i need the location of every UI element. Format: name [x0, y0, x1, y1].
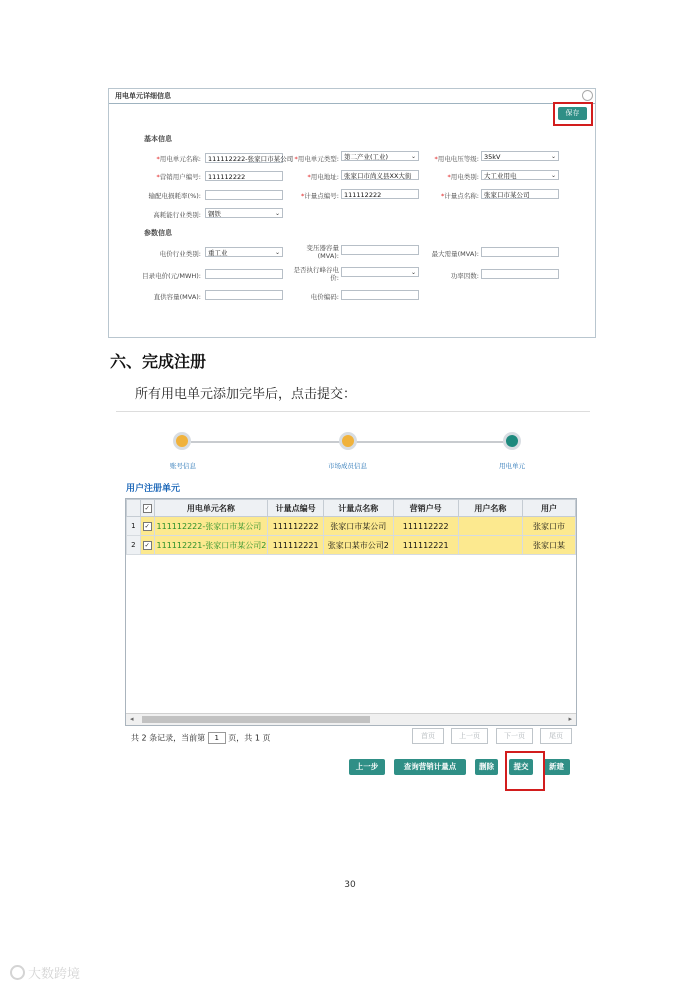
- cell-account: 111112222: [393, 517, 458, 536]
- param-info-heading: 参数信息: [144, 229, 172, 237]
- voltage-select[interactable]: 35kV ⌄: [481, 151, 559, 161]
- query-points-button[interactable]: 查询营销计量点: [394, 759, 466, 775]
- point-name-field[interactable]: 张家口市某公司: [481, 189, 559, 199]
- category-select[interactable]: 大工业用电 ⌄: [481, 170, 559, 180]
- transformer-label: 变压器容量(MVA):: [306, 244, 339, 260]
- step-dot-unit: [503, 432, 521, 450]
- prev-step-button[interactable]: 上一步: [349, 759, 385, 775]
- pager-suffix: 页，共 1 页: [228, 733, 271, 743]
- catalog-price-field[interactable]: [205, 269, 283, 279]
- required-mark: *: [441, 192, 445, 200]
- row-checkbox[interactable]: [140, 517, 154, 536]
- submit-highlight-box: [505, 751, 545, 791]
- row-number-header: [127, 500, 141, 517]
- peak-valley-label: 是否执行峰谷电价:: [293, 266, 339, 282]
- step-label-unit: 用电单元: [499, 462, 525, 470]
- table-row[interactable]: [127, 517, 576, 536]
- col-unit-name[interactable]: 用电单元名称: [154, 500, 268, 517]
- price-industry-label: 电价行业类别:: [159, 250, 201, 258]
- point-no-label: *计量点编号:: [301, 192, 339, 200]
- page-number: 30: [344, 880, 356, 890]
- catalog-price-label: 目录电价(元/MWH):: [142, 272, 201, 280]
- loss-field[interactable]: [205, 190, 283, 200]
- required-mark: *: [301, 192, 305, 200]
- col-point-no[interactable]: 计量点编号: [268, 500, 324, 517]
- point-no-field[interactable]: 111112222: [341, 189, 419, 199]
- account-label: *营销用户编号:: [156, 173, 201, 181]
- cell-point-no: 111112221: [268, 536, 324, 555]
- max-demand-field[interactable]: [481, 247, 559, 257]
- direct-cap-field[interactable]: [205, 290, 283, 300]
- cell-unit-name[interactable]: 111112222-张家口市某公司: [154, 517, 268, 536]
- watermark: 大数跨境: [10, 963, 80, 982]
- cell-user: 张家口市: [522, 517, 575, 536]
- watermark-logo-icon: [10, 965, 25, 980]
- chevron-down-icon: ⌄: [410, 269, 416, 276]
- col-account[interactable]: 营销户号: [393, 500, 458, 517]
- voltage-label: *用电电压等级:: [434, 155, 479, 163]
- col-user[interactable]: 用户: [522, 500, 575, 517]
- grid-header-row: [127, 500, 576, 517]
- scroll-left-icon[interactable]: ◂: [130, 715, 134, 723]
- cell-user-name: [458, 517, 522, 536]
- address-label: *用电地址:: [307, 173, 339, 181]
- last-page-button[interactable]: 尾页: [540, 728, 572, 744]
- energy-label: 高耗能行业类别:: [153, 211, 201, 219]
- peak-valley-select[interactable]: [341, 267, 419, 277]
- required-mark: *: [156, 173, 160, 181]
- select-all-checkbox[interactable]: [140, 500, 154, 517]
- checkbox-checked-icon: ✓: [144, 505, 150, 512]
- required-mark: *: [447, 173, 451, 181]
- detail-title: 用电单元详细信息: [115, 92, 171, 100]
- scrollbar-thumb[interactable]: [142, 716, 370, 723]
- cell-account: 111112221: [393, 536, 458, 555]
- point-name-label: *计量点名称:: [441, 192, 479, 200]
- max-demand-label: 最大需量(MVA):: [431, 250, 479, 258]
- cell-point-name: 张家口某市公司2: [323, 536, 393, 555]
- instruction-text: 所有用电单元添加完毕后，点击提交：: [135, 387, 357, 402]
- cell-point-no: 111112222: [268, 517, 324, 536]
- chevron-down-icon: ⌄: [550, 153, 556, 160]
- create-button[interactable]: 新建: [543, 759, 570, 775]
- required-mark: *: [156, 155, 160, 163]
- step-dot-account: [173, 432, 191, 450]
- submit-button[interactable]: 提交: [509, 759, 533, 775]
- cell-unit-name[interactable]: 111112221-张家口市某公司2: [154, 536, 268, 555]
- checkbox-checked-icon: ✓: [144, 542, 150, 549]
- category-label: *用电类别:: [447, 173, 479, 181]
- save-highlight-box: [553, 102, 593, 126]
- unit-detail-screenshot: [108, 88, 596, 338]
- detail-title-bar: [109, 89, 595, 104]
- price-industry-select[interactable]: 重工业 ⌄: [205, 247, 283, 257]
- required-mark: *: [434, 155, 438, 163]
- pager-prefix: 共 2 条记录，当前第: [131, 733, 206, 743]
- chevron-down-icon: ⌄: [274, 249, 280, 256]
- save-button[interactable]: 保存: [558, 107, 587, 120]
- address-field[interactable]: 张家口市尚义县XX大街: [341, 170, 419, 180]
- chevron-down-icon: ⌄: [550, 172, 556, 179]
- chevron-down-icon: ⌄: [410, 153, 416, 160]
- unit-name-label: *用电单元名称:: [156, 155, 201, 163]
- table-row[interactable]: [127, 536, 576, 555]
- section-heading: 六、完成注册: [110, 352, 207, 371]
- basic-info-heading: 基本信息: [144, 135, 172, 143]
- next-page-button[interactable]: 下一页: [496, 728, 533, 744]
- units-panel-title: 用户注册单元: [126, 484, 181, 494]
- page-number-input[interactable]: 1: [208, 732, 226, 744]
- unit-name-field[interactable]: 111112222-张家口市某公司: [205, 153, 283, 163]
- scroll-right-icon[interactable]: ▸: [568, 715, 572, 723]
- chevron-down-icon: ⌄: [274, 210, 280, 217]
- loss-label: 输配电损耗率(%):: [148, 192, 201, 200]
- first-page-button[interactable]: 首页: [412, 728, 444, 744]
- row-checkbox[interactable]: [140, 536, 154, 555]
- prev-page-button[interactable]: 上一页: [451, 728, 488, 744]
- price-code-field[interactable]: [341, 290, 419, 300]
- power-factor-label: 功率因数:: [450, 272, 479, 280]
- units-grid: [125, 498, 577, 726]
- required-mark: *: [294, 155, 298, 163]
- registration-units-screenshot: [116, 411, 590, 780]
- price-code-label: 电价编码:: [310, 293, 339, 301]
- step-label-market: 市场成员信息: [328, 462, 367, 470]
- row-number: 1: [127, 517, 141, 536]
- step-dot-market: [339, 432, 357, 450]
- delete-button[interactable]: 删除: [475, 759, 498, 775]
- row-number: 2: [127, 536, 141, 555]
- step-label-account: 账号信息: [170, 462, 196, 470]
- cell-user: 张家口某: [522, 536, 575, 555]
- horizontal-scrollbar[interactable]: [126, 713, 576, 725]
- col-user-name[interactable]: 用户名称: [458, 500, 522, 517]
- energy-select[interactable]: 钢铁 ⌄: [205, 208, 283, 218]
- account-field[interactable]: 111112222: [205, 171, 283, 181]
- transformer-field[interactable]: [341, 245, 419, 255]
- collapse-icon[interactable]: [582, 90, 593, 101]
- checkbox-checked-icon: ✓: [144, 523, 150, 530]
- col-point-name[interactable]: 计量点名称: [323, 500, 393, 517]
- power-factor-field[interactable]: [481, 269, 559, 279]
- cell-point-name: 张家口市某公司: [323, 517, 393, 536]
- cell-user-name: [458, 536, 522, 555]
- required-mark: *: [307, 173, 311, 181]
- direct-cap-label: 直供容量(MVA):: [153, 293, 201, 301]
- pager-info: [131, 732, 270, 744]
- unit-type-label: *用电单元类型:: [294, 155, 339, 163]
- unit-type-select[interactable]: 第二产业(工业) ⌄: [341, 151, 419, 161]
